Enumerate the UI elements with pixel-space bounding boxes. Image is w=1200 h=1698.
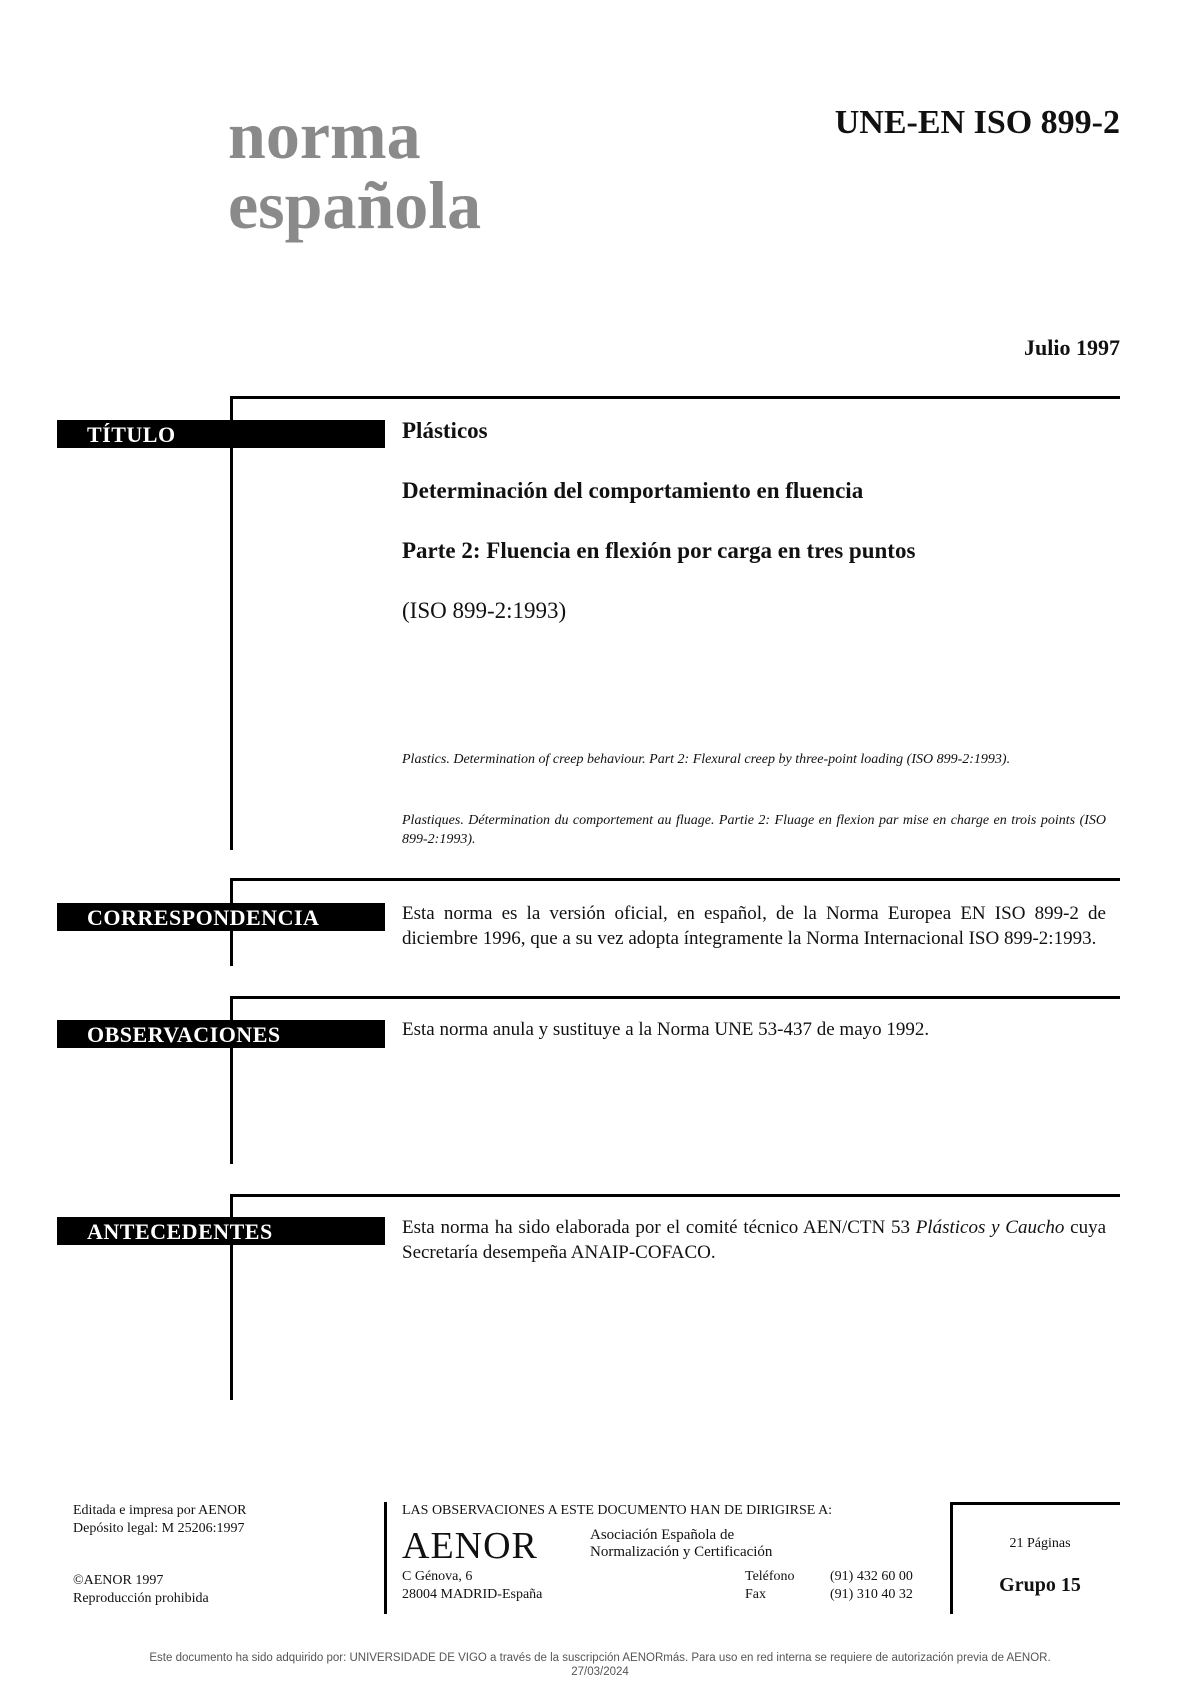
address [402,1568,542,1604]
titulo-top-rule [230,396,1120,399]
titulo-vertical-rule [230,396,233,850]
fax-number: (91) 310 40 32 [830,1587,913,1602]
address-line-1: C Génova, 6 [402,1569,473,1584]
address-line-2: 28004 MADRID-España [402,1587,543,1602]
title-line-1: Plásticos [402,418,488,443]
antecedentes-text-before: Esta norma ha sido elaborada por el comité técnico AEN/CTN 53 [402,1217,916,1238]
title-line-2: Determinación del comportamiento en fluencia [402,478,864,503]
contact-values [830,1568,913,1604]
standard-code: UNE-EN ISO 899-2 [834,104,1120,141]
french-title: Plastiques. Détermination du comportement au fluage. Partie 2: Fluage en flexion par mise en charge en trois points (ISO 899-2:1993). [402,813,1106,847]
correspondencia-top-rule [230,878,1120,881]
titulo-label: TÍTULO [57,420,385,448]
phone-label: Teléfono [745,1569,795,1584]
reproduction-notice: Reproducción prohibida [73,1591,209,1606]
association-line-1: Asociación Española de [590,1527,735,1543]
committee-name: Plásticos y Caucho [915,1217,1065,1238]
download-disclaimer [60,1651,1140,1679]
correspondencia-text: Esta norma es la versión oficial, en español, de la Norma Europea EN ISO 899-2 de diciembre 1996, que a su vez adopta íntegramente la Norma Internacional ISO 899-2:1993. [402,903,1106,949]
phone-number: (91) 432 60 00 [830,1569,913,1584]
antecedentes-text [402,1215,1106,1265]
english-title: Plastics. Determination of creep behaviour. Part 2: Flexural creep by three-point loading (ISO 899-2:1993). [402,752,1011,767]
title-line-3: Parte 2: Fluencia en flexión por carga en tres puntos [402,538,916,563]
brand-title [228,97,482,243]
fax-label: Fax [745,1587,766,1602]
antecedentes-text-after: cuya Secretaría desempeña ANAIP-COFACO. [402,1217,1106,1263]
observations-heading: LAS OBSERVACIONES A ESTE DOCUMENTO HAN DE DIRIGIRSE A: [402,1503,833,1518]
edited-by: Editada e impresa por AENOR [73,1503,247,1518]
disclaimer-line-1: Este documento ha sido adquirido por: UNIVERSIDADE DE VIGO a través de la suscripción AENORmás. Para uso en red interna se requiere de autorización previa de AENOR. [149,1652,1051,1664]
legal-deposit: Depósito legal: M 25206:1997 [73,1521,245,1536]
iso-reference: (ISO 899-2:1993) [402,598,567,623]
price-group: Grupo 15 [999,1574,1081,1596]
footer-publisher [73,1502,246,1538]
observaciones-text: Esta norma anula y sustituye a la Norma UNE 53-437 de mayo 1992. [402,1019,930,1040]
antecedentes-top-rule [230,1194,1120,1197]
footer-middle-rule [384,1502,387,1614]
publication-date: Julio 1997 [1024,335,1120,360]
observaciones-top-rule [230,996,1120,999]
correspondencia-label: CORRESPONDENCIA [57,903,385,931]
brand-line-2: española [228,167,482,243]
contact-labels [745,1568,795,1604]
page-count: 21 Páginas [1009,1536,1071,1551]
association-name [590,1527,772,1561]
footer-copyright [73,1572,209,1608]
footer-box-left-rule [950,1502,953,1614]
observaciones-label: OBSERVACIONES [57,1020,385,1048]
brand-line-1: norma [228,97,421,173]
antecedentes-label: ANTECEDENTES [57,1217,385,1245]
footer-box-top-rule [950,1502,1120,1505]
aenor-logo: AENOR [402,1525,538,1567]
disclaimer-date: 27/03/2024 [571,1666,629,1678]
copyright: ©AENOR 1997 [73,1573,164,1588]
association-line-2: Normalización y Certificación [590,1544,773,1560]
